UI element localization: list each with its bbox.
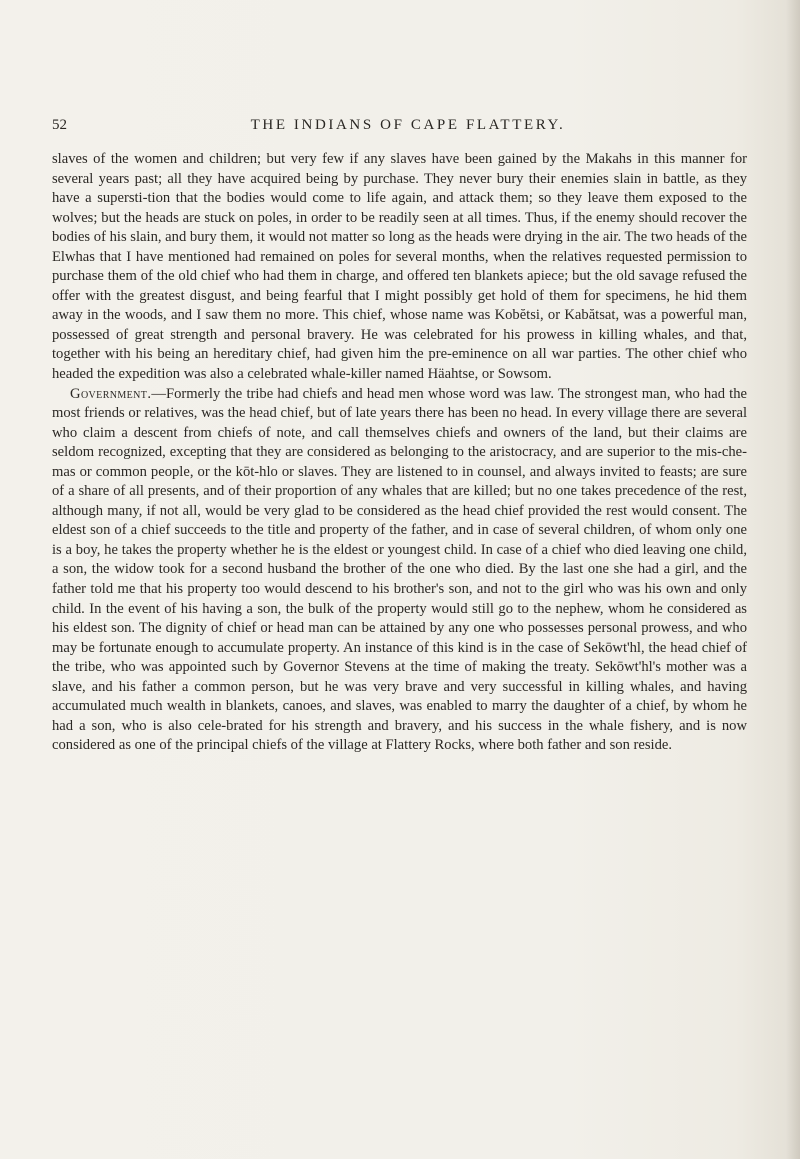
section-heading-government: Government. [70,385,152,402]
running-title: THE INDIANS OF CAPE FLATTERY. [250,117,566,133]
paragraph-government-text: —Formerly the tribe had chiefs and head men whose word was law. The strongest man, who had the most friends or relatives, was the head chief, but of late years there has been no head. In every village there are several who claim a descent from chiefs of note, and call themselves chiefs and owners of the land, but their claims are seldom recognized, excepting that they are considered as belonging to the aristocracy, and are superior to the mis-che-mas or common people, or the kōt-hlo or slaves. They are listened to in counsel, and always invited to feasts; are sure of a share of all presents, and of their proportion of any whales that are killed; but no one takes precedence of the rest, although many, if not all, would be very glad to be considered as the head chief provided the rest would consent. The eldest son of a chief succeeds to the title and property of the father, and in case of several children, of whom only one is a boy, he takes the property whether he is the eldest or youngest child. In case of a chief who died leaving one child, a son, the widow took for a second husband the brother of the one who died. By the last one she had a girl, and the father told me that his property too would descend to his brother's son, and not to the girl who was his own and only child. In the event of his having a son, the bulk of the property would still go to the nephew, whom he considered as his eldest son. The dignity of chief or head man can be attained by any one who possesses personal prowess, and who may be fortunate enough to accumulate property. An instance of this kind is in the case of Sekōwt'hl, the head chief of the tribe, who was appointed such by Governor Stevens at the time of making the treaty. Sekōwt'hl's mother was a slave, and his father a common person, but he was very brave and very successful in killing whales, and having accumulated much wealth in blankets, canoes, and slaves, was enabled to marry the daughter of a chief, by whom he had a son, who is also cele-brated for his strength and bravery, and his success in the whale fishery, and is now considered as one of the principal chiefs of the village at Flattery Rocks, where both father and son reside. [52,385,747,754]
paragraph-government [52,385,747,756]
page-edge-shadow [786,0,800,1159]
paragraph-slaves: slaves of the women and children; but very few if any slaves have been gained by the Makahs in this manner for several years past; all they have acquired being by purchase. They never bury their enemies slain in battle, as they have a supersti-tion that the bodies would come to life again, and attack them; so they leave them exposed to the wolves; but the heads are stuck on poles, in order to be readily seen at all times. Thus, if the enemy should recover the bodies of his slain, and bury them, it would not matter so long as the heads were drying in the air. The two heads of the Elwhas that I have mentioned had remained on poles for several months, when the relatives requested permission to purchase them of the old chief who had them in charge, and offered ten blankets apiece; but the old savage refused the offer with the greatest disgust, and being fearful that I might possibly get hold of them for specimens, he hid them away in the woods, and I saw them no more. This chief, whose name was Kobĕtsi, or Kabătsat, was a powerful man, possessed of great strength and personal bravery. He was celebrated for his prowess in killing whales, and that, together with his being an hereditary chief, had given him the pre-eminence on all war parties. The other chief who headed the expedition was also a celebrated whale-killer named Häahtse, or Sowsom. [52,151,747,383]
page-header [52,117,752,141]
page-number: 52 [52,117,67,133]
body-text [52,150,747,756]
